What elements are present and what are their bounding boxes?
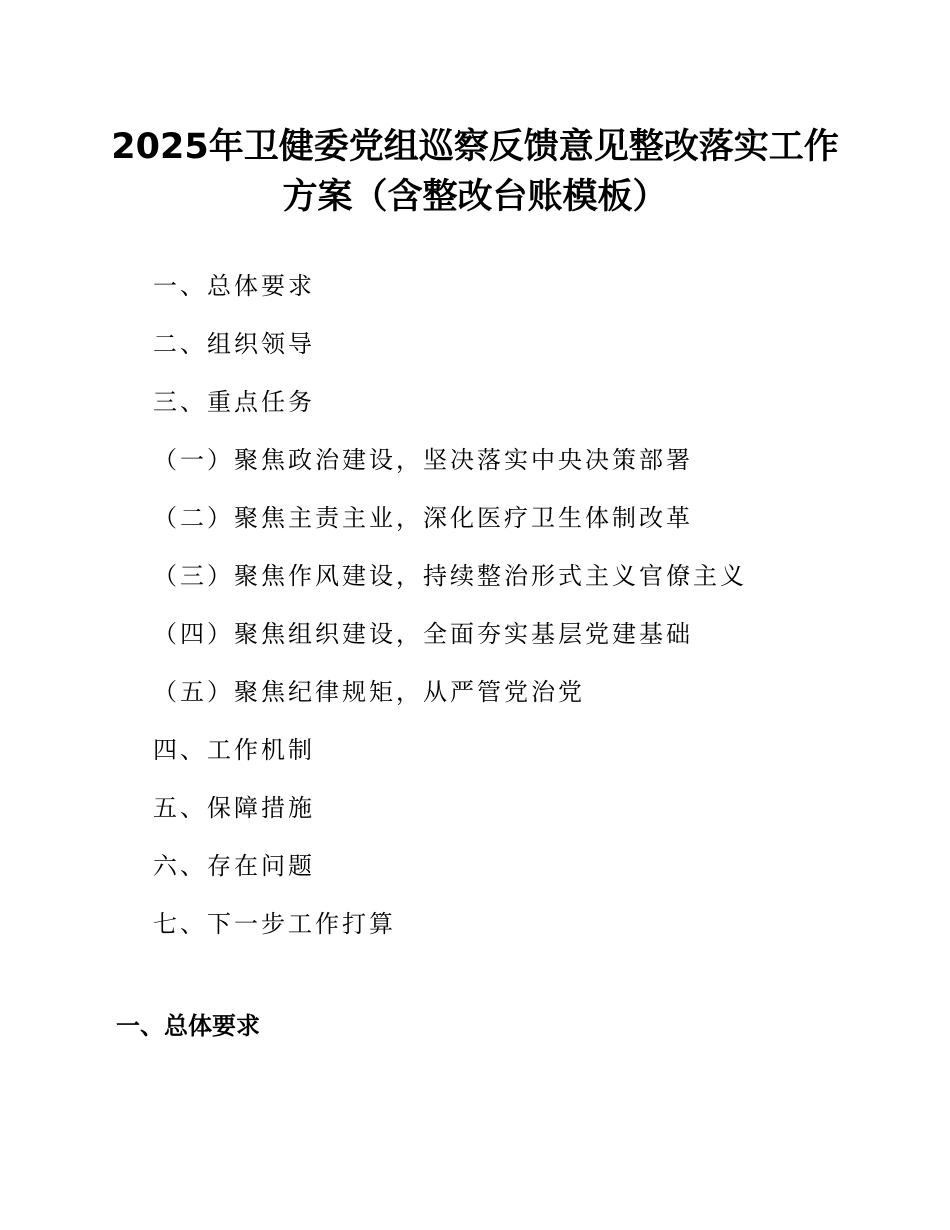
table-of-contents — [0, 263, 950, 959]
toc-item-1: 一、总体要求 — [153, 272, 315, 300]
toc-subitem-3-3: （三）聚焦作风建设，持续整治形式主义官僚主义 — [153, 562, 747, 590]
toc-item-5: 五、保障措施 — [153, 794, 315, 822]
toc-item-2: 二、组织领导 — [153, 330, 315, 358]
section-heading: 一、总体要求 — [116, 1012, 260, 1040]
toc-item-7: 七、下一步工作打算 — [153, 910, 396, 938]
document-title-line-1: 2025年卫健委党组巡察反馈意见整改落实工作 — [111, 127, 839, 167]
document-title — [0, 122, 950, 222]
toc-item-4: 四、工作机制 — [153, 736, 315, 764]
toc-item-6: 六、存在问题 — [153, 852, 315, 880]
document-title-line-2: 方案（含整改台账模板） — [282, 177, 668, 217]
toc-subitem-3-5: （五）聚焦纪律规矩，从严管党治党 — [153, 678, 585, 706]
toc-item-3: 三、重点任务 — [153, 388, 315, 416]
toc-subitem-3-4: （四）聚焦组织建设，全面夯实基层党建基础 — [153, 620, 693, 648]
toc-subitem-3-2: （二）聚焦主责主业，深化医疗卫生体制改革 — [153, 504, 693, 532]
toc-subitem-3-1: （一）聚焦政治建设，坚决落实中央决策部署 — [153, 446, 693, 474]
